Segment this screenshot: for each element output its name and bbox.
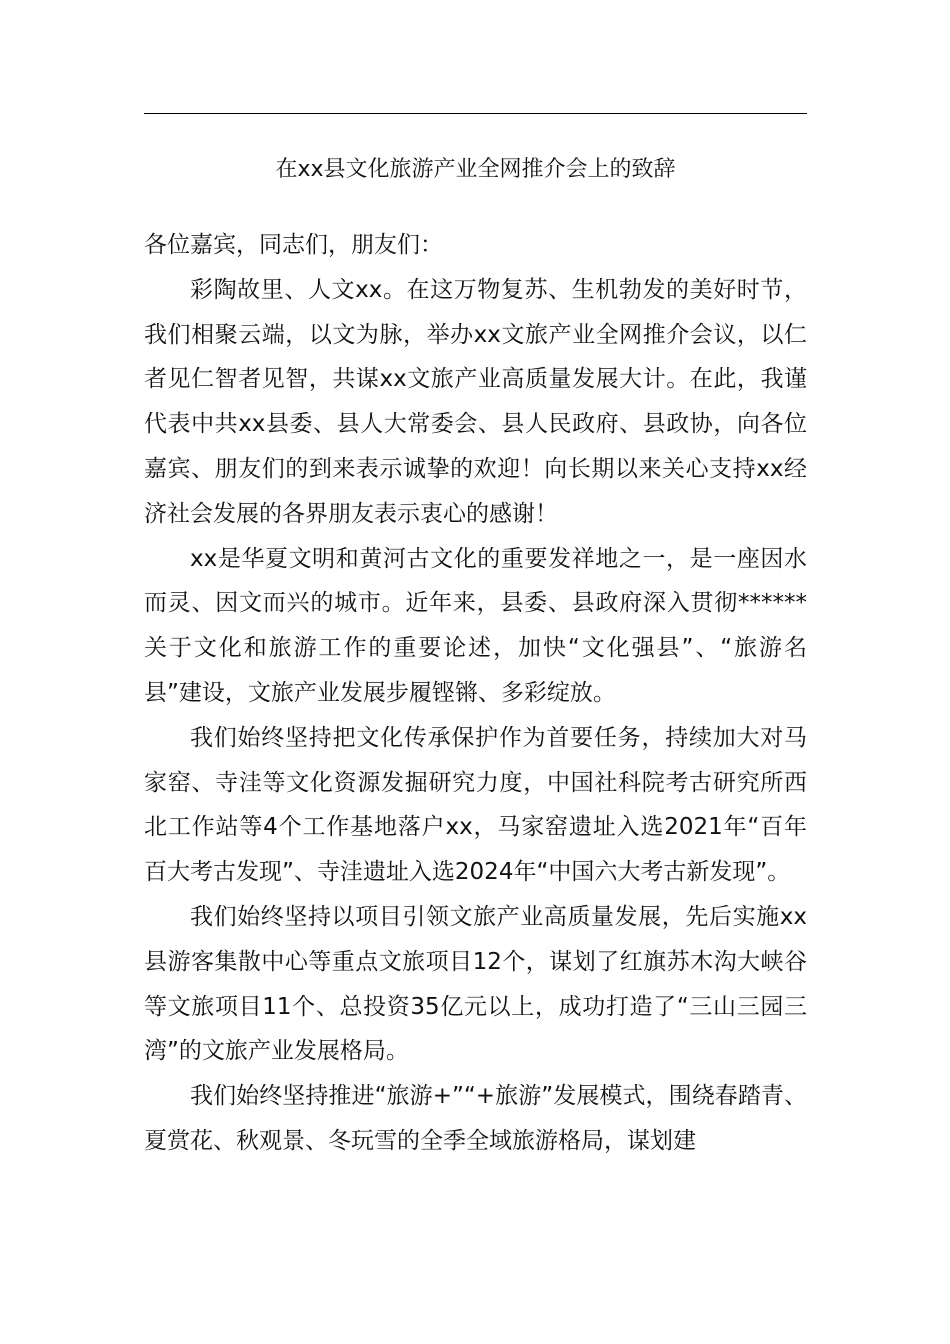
paragraph-5: 我们始终坚持推进“旅游+”“+旅游”发展模式，围绕春踏青、夏赏花、秋观景、冬玩雪的全季全域旅游格局，谋划建: [144, 1083, 807, 1154]
header-rule: [144, 113, 807, 114]
paragraph-1: 彩陶故里、人文xx。在这万物复苏、生机勃发的美好时节，我们相聚云端，以文为脉，举办xx文旅产业全网推介会议，以仁者见仁智者见智，共谋xx文旅产业高质量发展大计。在此，我谨代表中共xx县委、县人大常委会、县人民政府、县政协，向各位嘉宾、朋友们的到来表示诚挚的欢迎！向长期以来关心支持xx经济社会发展的各界朋友表示衷心的感谢！: [144, 276, 807, 527]
paragraph-3: 我们始终坚持把文化传承保护作为首要任务，持续加大对马家窑、寺洼等文化资源发掘研究力度，中国社科院考古研究所西北工作站等4个工作基地落户xx，马家窑遗址入选2021年“百年百大考古发现”、寺洼遗址入选2024年“中国六大考古新发现”。: [144, 724, 807, 886]
document-title: 在xx县文化旅游产业全网推介会上的致辞: [275, 157, 676, 182]
paragraph-4: 我们始终坚持以项目引领文旅产业高质量发展，先后实施xx县游客集散中心等重点文旅项目12个，谋划了红旗苏木沟大峡谷等文旅项目11个、总投资35亿元以上，成功打造了“三山三园三湾”的文旅产业发展格局。: [144, 903, 807, 1065]
document-body: [144, 223, 807, 1164]
paragraph-2: xx是华夏文明和黄河古文化的重要发祥地之一，是一座因水而灵、因文而兴的城市。近年来，县委、县政府深入贯彻******关于文化和旅游工作的重要论述，加快“文化强县”、“旅游名县”建设，文旅产业发展步履铿锵、多彩绽放。: [144, 545, 807, 706]
salutation: 各位嘉宾，同志们，朋友们：: [144, 232, 443, 258]
